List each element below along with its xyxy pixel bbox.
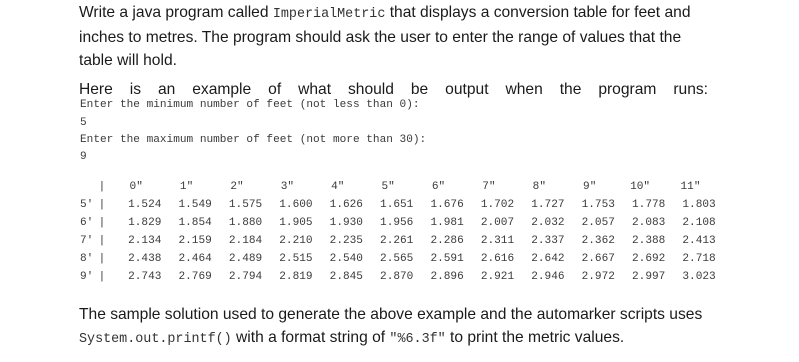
table-cell: 2.642: [531, 253, 565, 265]
table-cell: 2.083: [632, 217, 666, 229]
table-cell: 2.159: [178, 235, 212, 247]
separator: |: [98, 235, 106, 247]
intro-text-2: that displays a conversion table for feet and inches to metres. The program should ask the user to enter the range of values that the table will hold.: [79, 4, 691, 69]
table-cell: 2.362: [581, 235, 615, 247]
table-header-row: [80, 178, 716, 196]
table-cell: 1.753: [581, 199, 615, 211]
outro-text-1: The sample solution used to generate the above example and the automarker scripts uses: [79, 306, 703, 323]
table-cell: 1.600: [279, 199, 313, 211]
table-cell: 2.845: [329, 271, 363, 283]
example-intro-word: output: [445, 81, 489, 98]
header-cell: 1": [179, 181, 194, 193]
table-row: [80, 214, 716, 232]
header-cell: 10": [630, 181, 651, 193]
table-cell: 2.134: [128, 235, 162, 247]
prompt-min-line: Enter the minimum number of feet (not less than 0):: [80, 99, 420, 111]
table-cell: 2.870: [380, 271, 414, 283]
table-cell: 2.489: [228, 253, 263, 265]
table-cell: 1.727: [531, 199, 565, 211]
header-cell: 6": [431, 181, 446, 193]
table-cell: 2.819: [279, 271, 313, 283]
header-cell: 5": [381, 181, 395, 193]
row-label: 6': [80, 217, 94, 229]
outro-text-3: to print the metric values.: [445, 329, 625, 346]
table-cell: 2.515: [279, 253, 313, 265]
table-cell: 2.337: [531, 235, 565, 247]
example-intro-word: when: [505, 81, 543, 98]
input-max-line: 9: [80, 151, 87, 163]
example-intro-word: runs:: [673, 81, 708, 98]
table-cell: 1.676: [430, 199, 464, 211]
table-row: [80, 232, 716, 250]
table-cell: 2.184: [228, 235, 263, 247]
table-cell: 2.565: [380, 253, 414, 265]
table-cell: 2.464: [178, 253, 212, 265]
row-label: 5': [80, 199, 94, 211]
table-cell: 1.803: [682, 199, 716, 211]
example-intro-word: be: [410, 81, 429, 98]
example-intro-word: Here: [79, 81, 113, 98]
table-cell: 2.972: [581, 271, 615, 283]
table-cell: 1.854: [178, 217, 212, 229]
table-cell: 1.702: [480, 199, 515, 211]
row-label: 7': [80, 235, 94, 247]
table-cell: 2.667: [581, 253, 615, 265]
header-cell: 4": [331, 181, 345, 193]
table-cell: 2.007: [480, 217, 515, 229]
row-label: 8': [80, 253, 94, 265]
table-cell: 2.692: [632, 253, 666, 265]
conversion-table: [80, 178, 716, 286]
input-min-line: 5: [80, 117, 87, 129]
table-cell: 1.880: [228, 217, 263, 229]
table-cell: 2.743: [128, 271, 162, 283]
intro-text-1: Write a java program called: [79, 4, 273, 21]
table-cell: 1.626: [329, 199, 363, 211]
table-cell: 1.524: [128, 199, 162, 211]
table-cell: 2.032: [531, 217, 565, 229]
separator: |: [98, 181, 106, 193]
example-intro-word: the: [559, 81, 582, 98]
example-intro: [79, 78, 708, 101]
table-cell: 2.261: [380, 235, 414, 247]
table-row: [80, 196, 716, 214]
table-cell: 2.108: [682, 217, 716, 229]
row-label: 9': [80, 271, 94, 283]
table-cell: 2.413: [682, 235, 716, 247]
table-cell: 1.981: [430, 217, 464, 229]
example-intro-word: of: [268, 81, 282, 98]
table-body: [80, 196, 716, 286]
example-intro-word: should: [347, 81, 394, 98]
example-intro-word: what: [298, 81, 332, 98]
table-cell: 2.794: [228, 271, 263, 283]
separator: |: [98, 199, 106, 211]
table-cell: 2.718: [682, 253, 716, 265]
table-cell: 2.057: [581, 217, 615, 229]
separator: |: [98, 217, 106, 229]
table-cell: 2.616: [480, 253, 515, 265]
class-name-code: ImperialMetric: [272, 7, 386, 22]
table-cell: 2.438: [128, 253, 162, 265]
table-cell: 1.956: [380, 217, 414, 229]
header-cell: 3": [280, 181, 295, 193]
table-cell: 2.946: [531, 271, 565, 283]
table-cell: 2.921: [480, 271, 515, 283]
outro-paragraph: [79, 303, 719, 351]
table-row: [80, 268, 716, 286]
example-intro-word: program: [598, 81, 657, 98]
table-row: [80, 250, 716, 268]
example-intro-word: is: [129, 81, 142, 98]
table-cell: 2.210: [279, 235, 313, 247]
header-cell: 0": [129, 181, 143, 193]
table-cell: 2.896: [430, 271, 464, 283]
table-cell: 2.286: [430, 235, 464, 247]
table-cell: 2.540: [329, 253, 363, 265]
table-cell: 1.549: [178, 199, 212, 211]
separator: |: [98, 271, 106, 283]
table-cell: 2.311: [480, 235, 515, 247]
outro-text-2: with a format string of: [231, 329, 390, 346]
header-cell: 7": [482, 181, 496, 193]
table-cell: 2.591: [430, 253, 464, 265]
table-cell: 1.930: [329, 217, 363, 229]
table-cell: 2.997: [632, 271, 666, 283]
table-cell: 2.388: [632, 235, 666, 247]
example-intro-word: example: [192, 81, 252, 98]
prompt-max-line: Enter the maximum number of feet (not more than 30):: [80, 134, 427, 146]
table-cell: 3.023: [682, 271, 716, 283]
table-cell: 1.575: [228, 199, 263, 211]
separator: |: [98, 253, 106, 265]
table-cell: 1.905: [279, 217, 313, 229]
format-string-code: "%6.3f": [389, 332, 446, 347]
header-cell: 2": [230, 181, 244, 193]
table-cell: 1.778: [632, 199, 666, 211]
printf-code: System.out.printf(): [79, 332, 232, 347]
table-cell: 1.651: [380, 199, 414, 211]
table-cell: 2.769: [178, 271, 212, 283]
header-cell: 11": [680, 181, 701, 193]
table-cell: 1.829: [128, 217, 162, 229]
intro-paragraph: [79, 1, 719, 72]
header-cell: 9": [583, 181, 597, 193]
header-cell: 8": [532, 181, 546, 193]
table-cell: 2.235: [329, 235, 363, 247]
example-intro-word: an: [157, 81, 176, 98]
